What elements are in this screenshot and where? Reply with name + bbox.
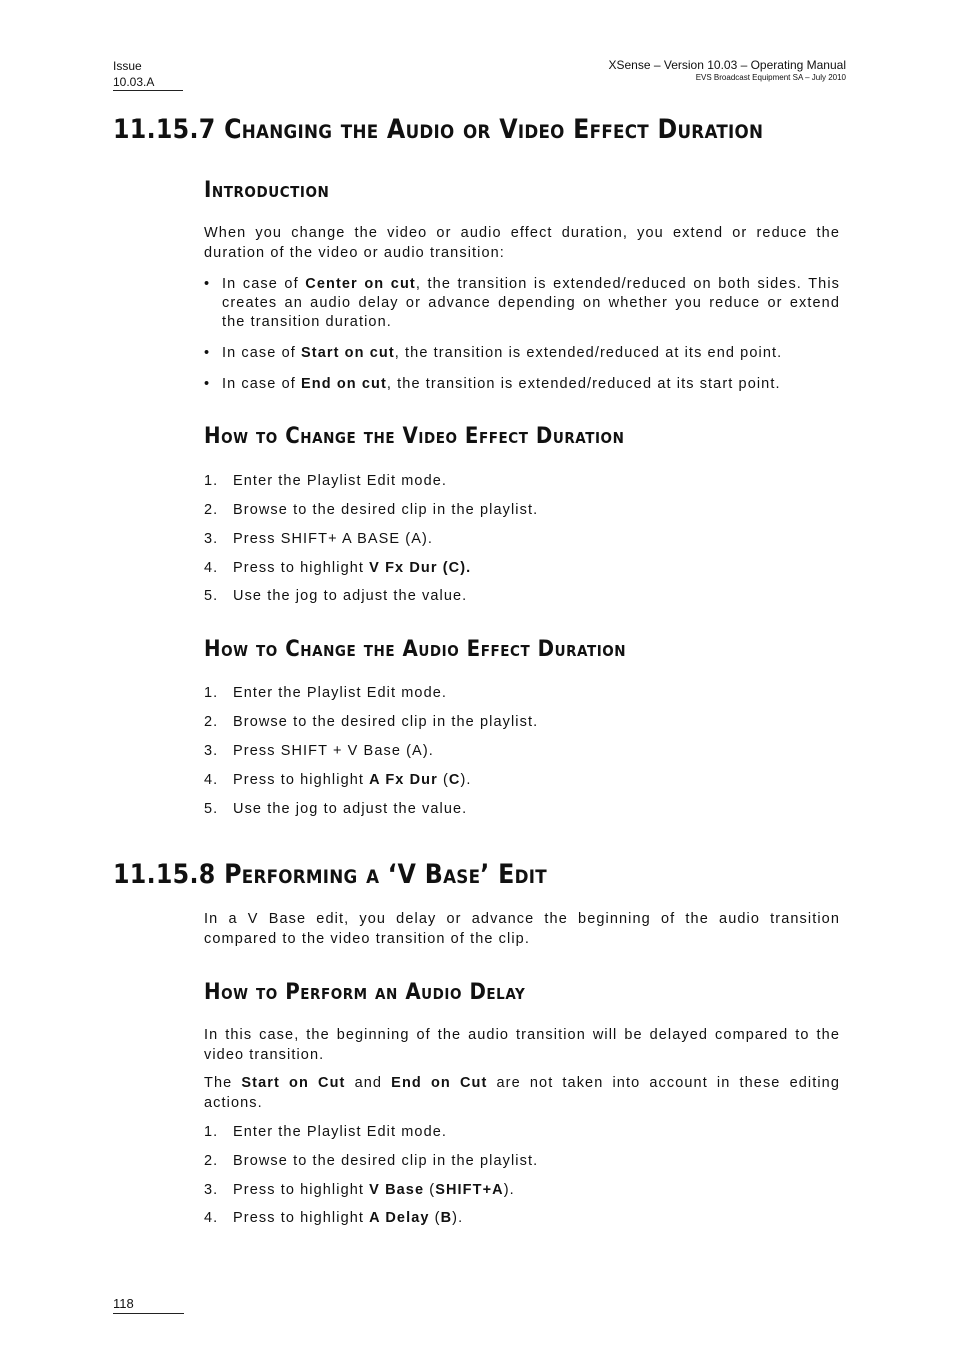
footer-rule: [113, 1313, 184, 1314]
header-title-block: [609, 57, 847, 83]
list-item: 5. Use the jog to adjust the value.: [204, 588, 468, 604]
list-item: 1. Enter the Playlist Edit mode.: [204, 685, 448, 701]
audio-delay-paragraph-2: The Start on Cut and End on Cut are not taken into account in these editing actions.: [204, 1075, 840, 1111]
list-item: 3. Press SHIFT+ A BASE (A).: [204, 531, 434, 547]
manual-title: XSense – Version 10.03 – Operating Manual: [608, 58, 846, 72]
header-issue: [113, 58, 183, 91]
bullet-dot-icon: •: [204, 376, 211, 392]
bullet-dot-icon: •: [204, 345, 211, 361]
intro-paragraph: When you change the video or audio effect duration, you extend or reduce the duration of the video or audio transition:: [204, 225, 840, 261]
audio-delay-paragraph-1: In this case, the beginning of the audio transition will be delayed compared to the video transition.: [204, 1027, 840, 1063]
section-heading-11-15-7: 11.15.7 Changing the Audio or Video Effect Duration: [113, 114, 764, 145]
list-item: 2. Browse to the desired clip in the playlist.: [204, 1153, 539, 1169]
list-item: 5. Use the jog to adjust the value.: [204, 801, 468, 817]
bullet-dot-icon: •: [204, 276, 211, 292]
audio-delay-heading: How to Perform an Audio Delay: [204, 980, 526, 1005]
issue-label: Issue: [113, 59, 142, 73]
audio-duration-heading: How to Change the Audio Effect Duration: [204, 637, 627, 662]
list-item: 4. Press to highlight V Fx Dur (C).: [204, 560, 472, 576]
list-item: 2. Browse to the desired clip in the playlist.: [204, 714, 539, 730]
bullet-item: • In case of Start on cut, the transition is extended/reduced at its end point.: [204, 345, 783, 361]
page-footer: [113, 1296, 184, 1314]
intro-heading: Introduction: [204, 178, 330, 203]
section-heading-11-15-8: 11.15.8 Performing a ‘V Base’ Edit: [113, 859, 547, 890]
issue-number: 10.03.A: [113, 74, 183, 91]
bullet-item: • In case of End on cut, the transition is extended/reduced at its start point.: [204, 376, 781, 392]
list-item: 3. Press to highlight V Base (SHIFT+A).: [204, 1182, 515, 1198]
list-item: 2. Browse to the desired clip in the playlist.: [204, 502, 539, 518]
list-item: 4. Press to highlight A Delay (B).: [204, 1210, 464, 1226]
page-number: 118: [113, 1296, 134, 1311]
list-item: 1. Enter the Playlist Edit mode.: [204, 1124, 448, 1140]
v-base-paragraph: In a V Base edit, you delay or advance the beginning of the audio transition compared to the video transition of the clip.: [204, 911, 840, 947]
company-line: EVS Broadcast Equipment SA – July 2010: [695, 73, 846, 82]
bullet-item: • In case of Center on cut, the transition is extended/reduced on both sides. This creates an audio delay or advance depending on whether you reduce or extend the transition duration.: [204, 276, 840, 330]
list-item: 3. Press SHIFT + V Base (A).: [204, 743, 434, 759]
video-duration-heading: How to Change the Video Effect Duration: [204, 424, 625, 449]
list-item: 4. Press to highlight A Fx Dur (C).: [204, 772, 472, 788]
list-item: 1. Enter the Playlist Edit mode.: [204, 473, 448, 489]
